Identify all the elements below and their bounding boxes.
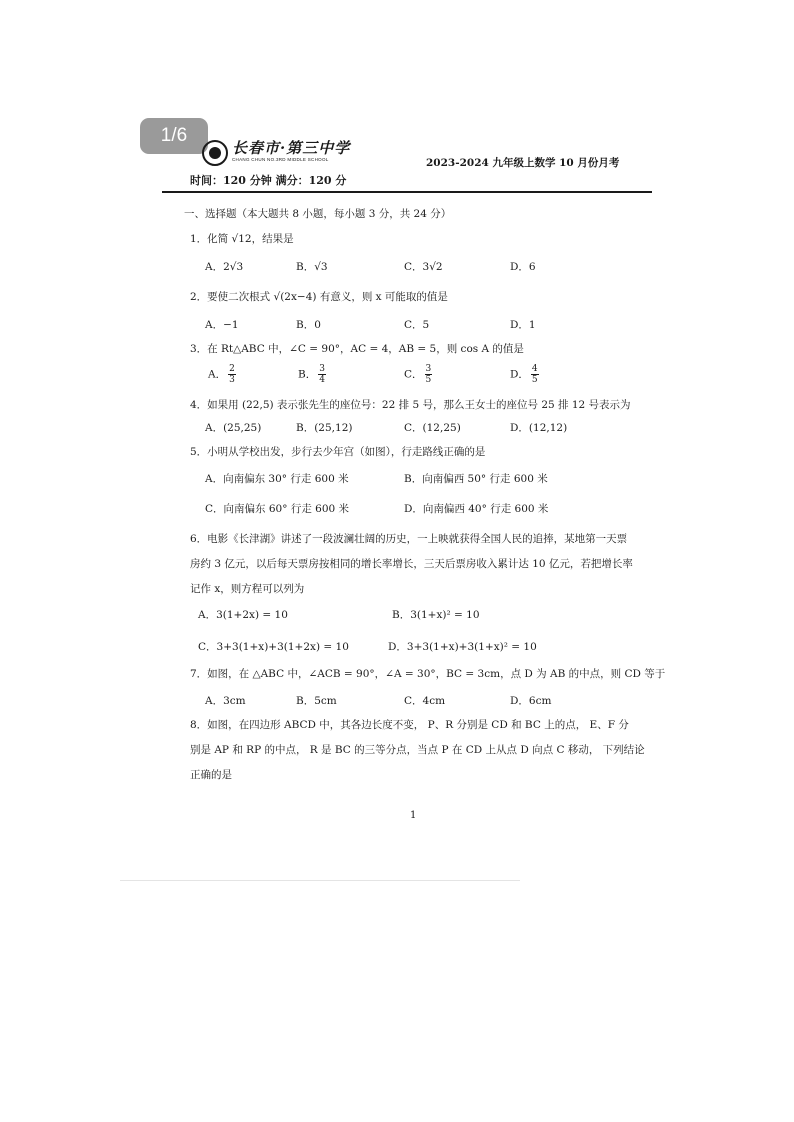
exam-title: 2023-2024 九年级上数学 10 月份月考 xyxy=(426,157,620,169)
option-label: C． xyxy=(404,368,423,381)
page-indicator-badge: 1/6 xyxy=(140,118,208,154)
question-5-option-d: D．向南偏西 40° 行走 600 米 xyxy=(404,503,549,515)
school-logo xyxy=(202,140,350,170)
question-3-option-a xyxy=(208,364,236,385)
question-1-stem: 1．化简 √12，结果是 xyxy=(190,233,294,245)
question-8-line-3: 正确的是 xyxy=(190,769,232,781)
option-label: D． xyxy=(510,368,529,381)
question-5-option-a: A．向南偏东 30° 行走 600 米 xyxy=(205,473,349,485)
logo-english-name: CHANG CHUN NO.3RD MIDDLE SCHOOL xyxy=(232,157,329,162)
question-8-line-1: 8．如图，在四边形 ABCD 中，其各边长度不变， P、R 分别是 CD 和 BC 上的点， E、F 分 xyxy=(190,719,629,731)
fraction: $\frac{3}{5}$ xyxy=(425,364,432,385)
question-7-option-d: D．6cm xyxy=(510,695,552,707)
logo-chinese-name: 长春市·第三中学 xyxy=(232,139,351,157)
question-7-option-c: C．4cm xyxy=(404,695,446,707)
question-4-option-c: C．(12,25) xyxy=(404,422,461,434)
question-5-option-c: C．向南偏东 60° 行走 600 米 xyxy=(205,503,350,515)
question-6-line-1: 6．电影《长津湖》讲述了一段波澜壮阔的历史，一上映就获得全国人民的追捧，某地第一天票 xyxy=(190,533,628,545)
scan-edge-rule xyxy=(120,880,520,881)
fraction: $\frac{4}{5}$ xyxy=(531,364,538,385)
section-title: 一、选择题（本大题共 8 小题，每小题 3 分，共 24 分） xyxy=(184,208,452,220)
question-6-option-b: B．3(1+x)² = 10 xyxy=(392,609,480,621)
header-rule xyxy=(162,191,652,193)
question-5-stem: 5．小明从学校出发，步行去少年宫（如图），行走路线正确的是 xyxy=(190,446,486,458)
question-2-option-d: D．1 xyxy=(510,319,536,331)
question-3-option-d xyxy=(510,364,539,385)
question-1-option-a: A．2√3 xyxy=(205,261,244,273)
question-6-line-3: 记作 x，则方程可以列为 xyxy=(190,583,305,595)
question-6-option-a: A．3(1+2x) = 10 xyxy=(198,609,288,621)
question-1-option-d: D．6 xyxy=(510,261,536,273)
question-1-option-c: C．3√2 xyxy=(404,261,443,273)
fraction: $\frac{3}{4}$ xyxy=(319,364,325,385)
page-number: 1 xyxy=(410,810,417,821)
question-1-option-b: B．√3 xyxy=(296,261,328,273)
time-info: 时间：120 分钟 满分：120 分 xyxy=(190,174,347,187)
question-7-option-a: A．3cm xyxy=(205,695,246,707)
question-6-option-c: C．3+3(1+x)+3(1+2x) = 10 xyxy=(198,641,349,653)
question-2-option-b: B．0 xyxy=(296,319,321,331)
school-seal-icon xyxy=(202,140,228,166)
question-8-line-2: 别是 AP 和 RP 的中点， R 是 BC 的三等分点，当点 P 在 CD 上从点 D 向点 C 移动， 下列结论 xyxy=(190,744,645,756)
fraction: $\frac{2}{3}$ xyxy=(229,364,235,385)
question-4-option-b: B．(25,12) xyxy=(296,422,353,434)
question-2-stem: 2．要使二次根式 √(2x−4) 有意义，则 x 可能取的值是 xyxy=(190,291,448,303)
question-6-option-d: D．3+3(1+x)+3(1+x)² = 10 xyxy=(388,641,537,653)
question-4-option-a: A．(25,25) xyxy=(205,422,262,434)
question-4-stem: 4．如果用 (22,5) 表示张先生的座位号：22 排 5 号，那么王女士的座位号 25 排 12 号表示为 xyxy=(190,399,631,411)
question-2-option-a: A．−1 xyxy=(205,319,239,331)
option-label: B． xyxy=(298,368,317,381)
option-label: A． xyxy=(208,368,227,381)
question-3-option-c xyxy=(404,364,432,385)
question-7-option-b: B．5cm xyxy=(296,695,337,707)
question-4-option-d: D．(12,12) xyxy=(510,422,568,434)
question-3-stem: 3．在 Rt△ABC 中，∠C = 90°，AC = 4，AB = 5，则 cos A 的值是 xyxy=(190,343,524,355)
question-3-option-b xyxy=(298,364,326,385)
question-2-option-c: C．5 xyxy=(404,319,430,331)
question-5-option-b: B．向南偏西 50° 行走 600 米 xyxy=(404,473,548,485)
question-7-stem: 7．如图，在 △ABC 中，∠ACB = 90°，∠A = 30°，BC = 3cm，点 D 为 AB 的中点，则 CD 等于 xyxy=(190,668,666,680)
question-6-line-2: 房约 3 亿元，以后每天票房按相同的增长率增长，三天后票房收入累计达 10 亿元，若把增长率 xyxy=(190,558,633,570)
